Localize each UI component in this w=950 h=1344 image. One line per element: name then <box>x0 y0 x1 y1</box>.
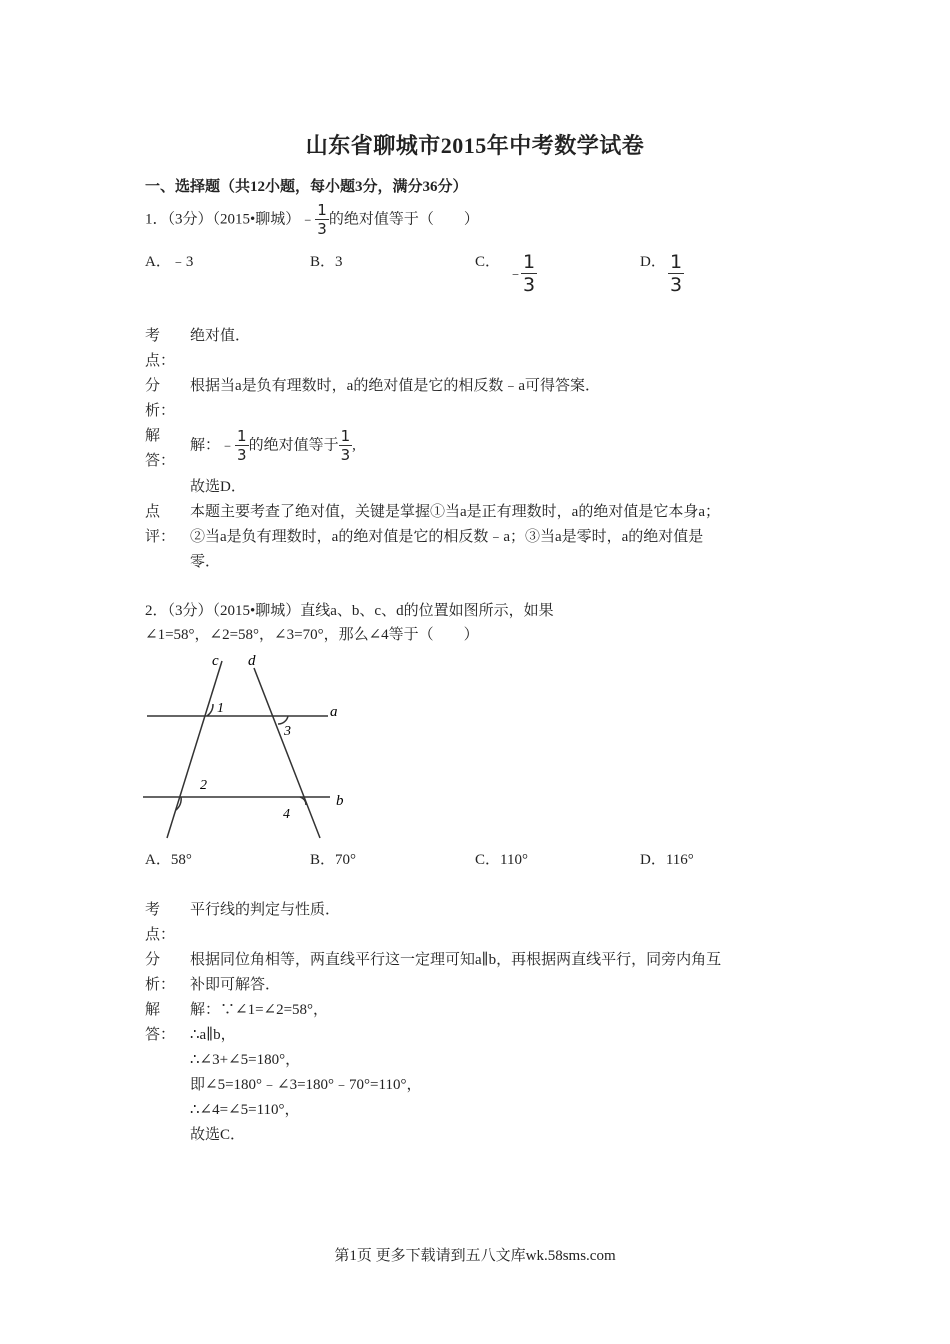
option-label: D． <box>640 254 666 270</box>
label-d: d <box>248 653 256 669</box>
page-title: 山东省聊城市2015年中考数学试卷 <box>305 133 645 158</box>
fraction-numerator: 1 <box>340 427 351 445</box>
q2-fenxi-line-2: 补即可解答． <box>190 977 281 993</box>
fraction-numerator: 1 <box>317 201 327 219</box>
q2-fenxi-line-1: 根据同位角相等，两直线平行这一定理可知a∥b，再根据两直线平行，同旁内角互 <box>190 952 722 968</box>
q2-kaodian-label-2: 点： <box>145 927 176 943</box>
q2-kaodian-label-1: 考 <box>145 902 161 918</box>
angle-3-arc <box>278 716 288 724</box>
jieda-suffix: , <box>352 437 356 454</box>
q1-stem <box>145 203 479 237</box>
q1-option-a: A．﹣3 <box>145 254 194 270</box>
q1-option-d-fraction <box>668 253 684 295</box>
q1-kaodian-label-1: 考 <box>145 328 161 344</box>
q1-kaodian-label-2: 点： <box>145 353 176 369</box>
q2-jieda-label-2: 答： <box>145 1027 176 1043</box>
angle-label-1: 1 <box>217 701 224 716</box>
fraction-numerator: 1 <box>670 251 683 273</box>
fraction-denominator: 3 <box>237 446 247 464</box>
angle-label-3: 3 <box>284 724 291 739</box>
q2-option-c: C．110° <box>475 852 528 868</box>
fraction-denominator: 3 <box>340 446 351 464</box>
q2-option-a: A．58° <box>145 852 192 868</box>
q2-option-d: D．116° <box>640 852 694 868</box>
q2-option-b: B．70° <box>310 852 357 868</box>
fraction-denominator: 3 <box>317 220 327 238</box>
q1-jieda-label-1: 解 <box>145 428 161 444</box>
jieda-prefix: 解：﹣ <box>190 437 236 454</box>
q2-jieda-line-2: ∴a∥b， <box>190 1027 236 1043</box>
q2-jieda-line-6: 故选C． <box>190 1127 246 1143</box>
line-c <box>167 661 222 838</box>
q1-dianping-label-2: 评： <box>145 529 176 545</box>
q1-dianping-line-2: ②当a是负有理数时，a的绝对值是它的相反数﹣a；③当a是零时，a的绝对值是 <box>190 529 704 545</box>
q2-figure <box>135 648 365 843</box>
label-b: b <box>336 793 344 809</box>
fraction-denominator: 3 <box>523 274 536 296</box>
section-heading: 一、选择题（共12小题，每小题3分，满分36分） <box>145 179 468 195</box>
q2-jieda-label-1: 解 <box>145 1002 161 1018</box>
q1-jieda-line-2: 故选D． <box>190 479 246 495</box>
q1-jieda-line-1 <box>190 429 356 463</box>
q1-option-b: B．3 <box>310 254 343 270</box>
fraction-denominator: 3 <box>670 274 683 296</box>
q2-jieda-line-5: ∴∠4=∠5=110°， <box>190 1102 300 1118</box>
q2-jieda-line-4: 即∠5=180°﹣∠3=180°﹣70°=110°， <box>190 1077 422 1093</box>
q1-kaodian: 绝对值． <box>190 328 251 344</box>
jieda-fraction-2 <box>339 429 353 463</box>
q1-stem-prefix: 1．（3分）（2015•聊城）﹣ <box>145 211 316 228</box>
angle-label-2: 2 <box>200 778 207 793</box>
q1-jieda-label-2: 答： <box>145 453 176 469</box>
q2-stem-line-1: 2．（3分）（2015•聊城）直线a、b、c、d的位置如图所示，如果 <box>145 603 554 619</box>
q2-jieda-line-3: ∴∠3+∠5=180°， <box>190 1052 301 1068</box>
option-label: C． <box>475 254 501 270</box>
fraction-numerator: 1 <box>237 427 247 445</box>
q2-jieda-line-1: 解：∵∠1=∠2=58°， <box>190 1002 329 1018</box>
q1-fenxi: 根据当a是负有理数时，a的绝对值是它的相反数﹣a可得答案． <box>190 378 600 394</box>
q1-fenxi-label-2: 析： <box>145 403 176 419</box>
jieda-middle: 的绝对值等于 <box>248 437 339 454</box>
q1-option-c <box>475 251 536 296</box>
page-footer: 第1页 更多下载请到五八文库wk.58sms.com <box>334 1248 616 1264</box>
q2-stem-line-2: ∠1=58°，∠2=58°，∠3=70°，那么∠4等于（ ） <box>145 627 479 643</box>
label-a: a <box>330 704 338 720</box>
q1-dianping-line-1: 本题主要考查了绝对值，关键是掌握①当a是正有理数时，a的绝对值是它本身a； <box>190 504 720 520</box>
q2-kaodian: 平行线的判定与性质． <box>190 902 341 918</box>
q1-fenxi-label-1: 分 <box>145 378 161 394</box>
q1-dianping-line-3: 零． <box>190 554 221 570</box>
q2-fenxi-label-1: 分 <box>145 952 161 968</box>
option-sign: ﹣ <box>508 266 524 282</box>
q2-fenxi-label-2: 析： <box>145 977 176 993</box>
angle-label-4: 4 <box>283 807 290 822</box>
jieda-fraction-1 <box>235 429 249 463</box>
fraction-numerator: 1 <box>523 251 536 273</box>
q1-stem-fraction <box>315 203 329 237</box>
q1-dianping-label-1: 点 <box>145 504 161 520</box>
q1-option-c-fraction <box>521 253 537 295</box>
label-c: c <box>212 653 219 669</box>
q1-option-d <box>640 251 683 296</box>
q1-stem-suffix: 的绝对值等于（ ） <box>328 211 479 228</box>
